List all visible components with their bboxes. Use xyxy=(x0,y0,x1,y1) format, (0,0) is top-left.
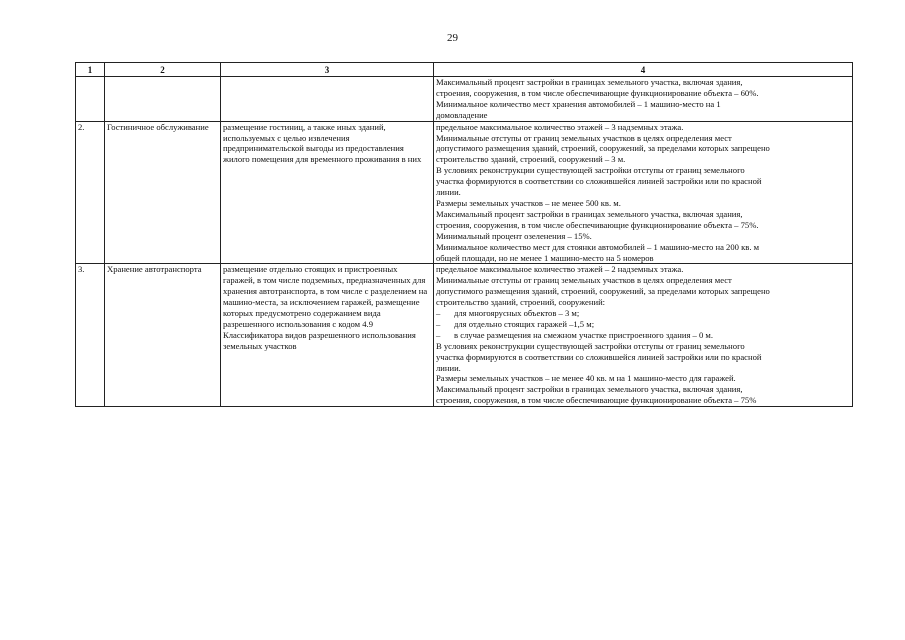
table-row xyxy=(76,264,853,407)
param-line: строения, сооружения, в том числе обеспечивающие функционирование объекта – 60%. xyxy=(436,87,759,98)
param-line: строения, сооружения, в том числе обеспечивающие функционирование объекта – 75%. xyxy=(436,219,759,230)
param-line: участка формируются в соответствии со сложившейся линией застройки или по красной xyxy=(436,351,762,362)
row-params xyxy=(434,77,853,122)
row-name xyxy=(105,264,221,407)
param-line: Размеры земельных участков – не менее 40 кв. м на 1 машино-место для гаражей. xyxy=(436,373,736,384)
row-params xyxy=(434,121,853,264)
list-item xyxy=(436,308,850,319)
row-description xyxy=(221,264,434,407)
row-description xyxy=(221,121,434,264)
param-line: Минимальный процент озеленения – 15%. xyxy=(436,230,592,241)
param-line: Максимальный процент застройки в границах земельного участка, включая здания, xyxy=(436,208,743,219)
param-line: Минимальное количество мест для стоянки автомобилей – 1 машино-место на 200 кв. м xyxy=(436,241,760,252)
param-line: строительство зданий, строений, сооружений – 3 м. xyxy=(436,154,626,165)
row-name xyxy=(105,77,221,122)
dash-bullet: – xyxy=(436,308,441,319)
param-line: общей площади, но не менее 1 машино-место на 5 номеров xyxy=(436,252,654,263)
row-name-text: Хранение автотранспорта xyxy=(107,264,202,275)
param-line: Минимальные отступы от границ земельных участков в целях определения мест xyxy=(436,275,732,286)
param-line: строения, сооружения, в том числе обеспечивающие функционирование объекта – 75% xyxy=(436,395,757,406)
param-line: линии. xyxy=(436,362,461,373)
row-name xyxy=(105,121,221,264)
param-line: Минимальное количество мест хранения автомобилей – 1 машино-место на 1 xyxy=(436,98,721,109)
param-line: участка формируются в соответствии со сложившейся линией застройки или по красной xyxy=(436,176,762,187)
row-description-text: размещение отдельно стоящих и пристроенных гаражей, в том числе подземных, предназначенных для хранения автотранспорта, в том числе с разделением на машино-места, за исключением гаражей, размещение которых предусмотрено содержанием вида разрешенного использования с кодом 4.9 Классификатора видов разрешенного использования земельных участков xyxy=(223,264,428,351)
param-line: допустимого размещения зданий, строений, сооружений, за пределами которых запрещено xyxy=(436,286,770,297)
param-line: предельное максимальное количество этажей – 3 надземных этажа. xyxy=(436,121,684,132)
list-item xyxy=(436,319,850,330)
param-line: строительство зданий, строений, сооружений: xyxy=(436,297,606,308)
header-col-4: 4 xyxy=(434,63,853,77)
row-number: 2. xyxy=(76,121,105,264)
regulations-table xyxy=(75,62,853,407)
list-item xyxy=(436,330,850,341)
dash-bullet: – xyxy=(436,318,441,329)
list-item-text: для отдельно стоящих гаражей –1,5 м; xyxy=(454,318,595,329)
row-number xyxy=(76,77,105,122)
header-row xyxy=(76,63,853,77)
row-params xyxy=(434,264,853,407)
param-line: допустимого размещения зданий, строений, сооружений, за пределами которых запрещено xyxy=(436,143,770,154)
param-line: домовладение xyxy=(436,109,488,120)
table-row xyxy=(76,121,853,264)
param-line: В условиях реконструкции существующей застройки отступы от границ земельного xyxy=(436,340,745,351)
param-line: линии. xyxy=(436,187,461,198)
param-line: Максимальный процент застройки в границах земельного участка, включая здания, xyxy=(436,384,743,395)
param-line: В условиях реконструкции существующей застройки отступы от границ земельного xyxy=(436,165,745,176)
param-line: Минимальные отступы от границ земельных участков в целях определения мест xyxy=(436,132,732,143)
row-name-text: Гостиничное обслуживание xyxy=(107,121,209,132)
table-row xyxy=(76,77,853,122)
list-item-text: для многоярусных объектов – 3 м; xyxy=(454,308,580,319)
param-line: предельное максимальное количество этажей – 2 надземных этажа. xyxy=(436,264,684,275)
param-line: Максимальный процент застройки в границах земельного участка, включая здания, xyxy=(436,77,743,87)
page-number: 29 xyxy=(447,32,458,44)
header-col-3: 3 xyxy=(221,63,434,77)
row-description xyxy=(221,77,434,122)
row-number: 3. xyxy=(76,264,105,407)
param-line: Размеры земельных участков – не менее 500 кв. м. xyxy=(436,197,621,208)
dash-bullet: – xyxy=(436,329,441,340)
header-col-2: 2 xyxy=(105,63,221,77)
row-description-text: размещение гостиниц, а также иных зданий, используемых с целью извлечения предпринимательской выгоды из предоставления жилого помещения для временного проживания в них xyxy=(223,121,422,165)
list-item-text: в случае размещения на смежном участке пристроенного здания – 0 м. xyxy=(454,329,714,340)
header-col-1: 1 xyxy=(76,63,105,77)
